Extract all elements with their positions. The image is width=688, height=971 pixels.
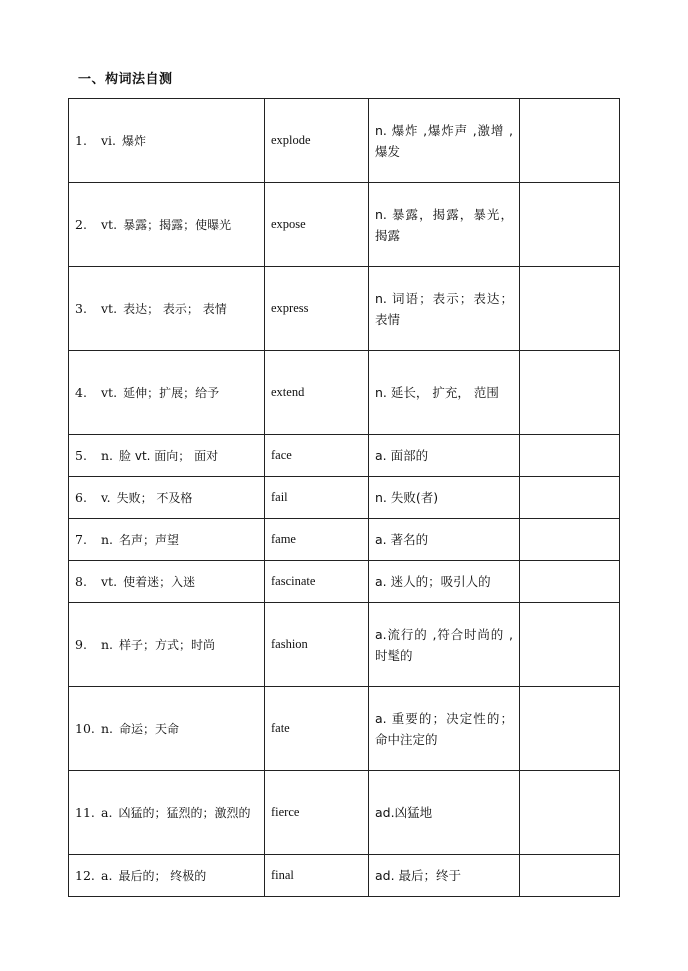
table-row: [69, 855, 620, 897]
chinese-meaning-cell: [69, 99, 265, 183]
derived-form-cell: n. 延长， 扩充， 范围: [369, 351, 520, 435]
derived-form-cell: n. 词语；表示；表达；表情: [369, 267, 520, 351]
part-of-speech: vt.: [101, 573, 118, 589]
english-word-cell: express: [265, 267, 369, 351]
english-word-cell: face: [265, 435, 369, 477]
derived-form-cell: a. 迷人的；吸引人的: [369, 561, 520, 603]
part-of-speech: vi.: [101, 132, 117, 148]
row-number: 3.: [75, 300, 87, 316]
meaning-text: 命运；天命: [119, 721, 180, 736]
answer-blank-cell[interactable]: [520, 687, 620, 771]
row-number: 4.: [75, 384, 87, 400]
table-row: [69, 435, 620, 477]
derived-form-cell: a. 面部的: [369, 435, 520, 477]
row-number: 7.: [75, 531, 87, 547]
part-of-speech: a.: [101, 804, 113, 820]
chinese-meaning-cell: [69, 561, 265, 603]
derived-form-cell: a. 重要的；决定性的；命中注定的: [369, 687, 520, 771]
answer-blank-cell[interactable]: [520, 351, 620, 435]
english-word-cell: final: [265, 855, 369, 897]
answer-blank-cell[interactable]: [520, 267, 620, 351]
table-row: [69, 771, 620, 855]
english-word-cell: fierce: [265, 771, 369, 855]
english-word-cell: fame: [265, 519, 369, 561]
chinese-meaning-cell: [69, 603, 265, 687]
meaning-text: 样子；方式；时尚: [119, 637, 216, 652]
answer-blank-cell[interactable]: [520, 99, 620, 183]
row-number: 12.: [75, 867, 95, 883]
english-word-cell: extend: [265, 351, 369, 435]
table-row: [69, 561, 620, 603]
derived-form-cell: ad.凶猛地: [369, 771, 520, 855]
chinese-meaning-cell: [69, 351, 265, 435]
section-title: 一、构词法自测: [78, 72, 173, 87]
english-word-cell: fascinate: [265, 561, 369, 603]
row-number: 8.: [75, 573, 87, 589]
row-number: 10.: [75, 720, 95, 736]
english-word-cell: explode: [265, 99, 369, 183]
row-number: 6.: [75, 489, 87, 505]
derived-form-cell: n. 爆炸 ,爆炸声 ,激增 ,爆发: [369, 99, 520, 183]
english-word-cell: expose: [265, 183, 369, 267]
meaning-text: 脸 vt. 面向； 面对: [119, 448, 219, 463]
meaning-text: 失败； 不及格: [116, 490, 193, 505]
meaning-text: 延伸；扩展；给予: [123, 385, 220, 400]
part-of-speech: n.: [101, 447, 114, 463]
part-of-speech: n.: [101, 720, 114, 736]
row-number: 1.: [75, 132, 87, 148]
derived-form-cell: a. 著名的: [369, 519, 520, 561]
derived-form-cell: a.流行的 ,符合时尚的 ,时髦的: [369, 603, 520, 687]
part-of-speech: n.: [101, 636, 114, 652]
part-of-speech: vt.: [101, 384, 118, 400]
vocabulary-table-body: [69, 99, 620, 897]
part-of-speech: vt.: [101, 300, 118, 316]
vocabulary-table: [68, 98, 620, 897]
meaning-text: 爆炸: [122, 133, 147, 148]
chinese-meaning-cell: [69, 771, 265, 855]
derived-form-cell: ad. 最后；终于: [369, 855, 520, 897]
meaning-text: 暴露；揭露；使曝光: [123, 217, 232, 232]
meaning-text: 名声；声望: [119, 532, 180, 547]
answer-blank-cell[interactable]: [520, 855, 620, 897]
derived-form-cell: n. 失败(者): [369, 477, 520, 519]
chinese-meaning-cell: [69, 477, 265, 519]
table-row: [69, 351, 620, 435]
answer-blank-cell[interactable]: [520, 519, 620, 561]
answer-blank-cell[interactable]: [520, 183, 620, 267]
derived-form-cell: n. 暴露，揭露，暴光，揭露: [369, 183, 520, 267]
table-row: [69, 687, 620, 771]
english-word-cell: fate: [265, 687, 369, 771]
meaning-text: 表达； 表示； 表情: [123, 301, 227, 316]
english-word-cell: fail: [265, 477, 369, 519]
row-number: 9.: [75, 636, 87, 652]
row-number: 5.: [75, 447, 87, 463]
chinese-meaning-cell: [69, 855, 265, 897]
table-row: [69, 477, 620, 519]
meaning-text: 最后的； 终极的: [118, 868, 207, 883]
part-of-speech: n.: [101, 531, 114, 547]
table-row: [69, 603, 620, 687]
answer-blank-cell[interactable]: [520, 561, 620, 603]
english-word-cell: fashion: [265, 603, 369, 687]
chinese-meaning-cell: [69, 519, 265, 561]
table-row: [69, 99, 620, 183]
meaning-text: 凶猛的；猛烈的；激烈的: [118, 805, 251, 820]
chinese-meaning-cell: [69, 183, 265, 267]
table-row: [69, 267, 620, 351]
row-number: 2.: [75, 216, 87, 232]
chinese-meaning-cell: [69, 687, 265, 771]
part-of-speech: vt.: [101, 216, 118, 232]
chinese-meaning-cell: [69, 435, 265, 477]
table-row: [69, 519, 620, 561]
part-of-speech: v.: [101, 489, 111, 505]
meaning-text: 使着迷；入迷: [123, 574, 196, 589]
answer-blank-cell[interactable]: [520, 435, 620, 477]
answer-blank-cell[interactable]: [520, 771, 620, 855]
row-number: 11.: [75, 804, 95, 820]
answer-blank-cell[interactable]: [520, 477, 620, 519]
table-row: [69, 183, 620, 267]
part-of-speech: a.: [101, 867, 113, 883]
answer-blank-cell[interactable]: [520, 603, 620, 687]
chinese-meaning-cell: [69, 267, 265, 351]
